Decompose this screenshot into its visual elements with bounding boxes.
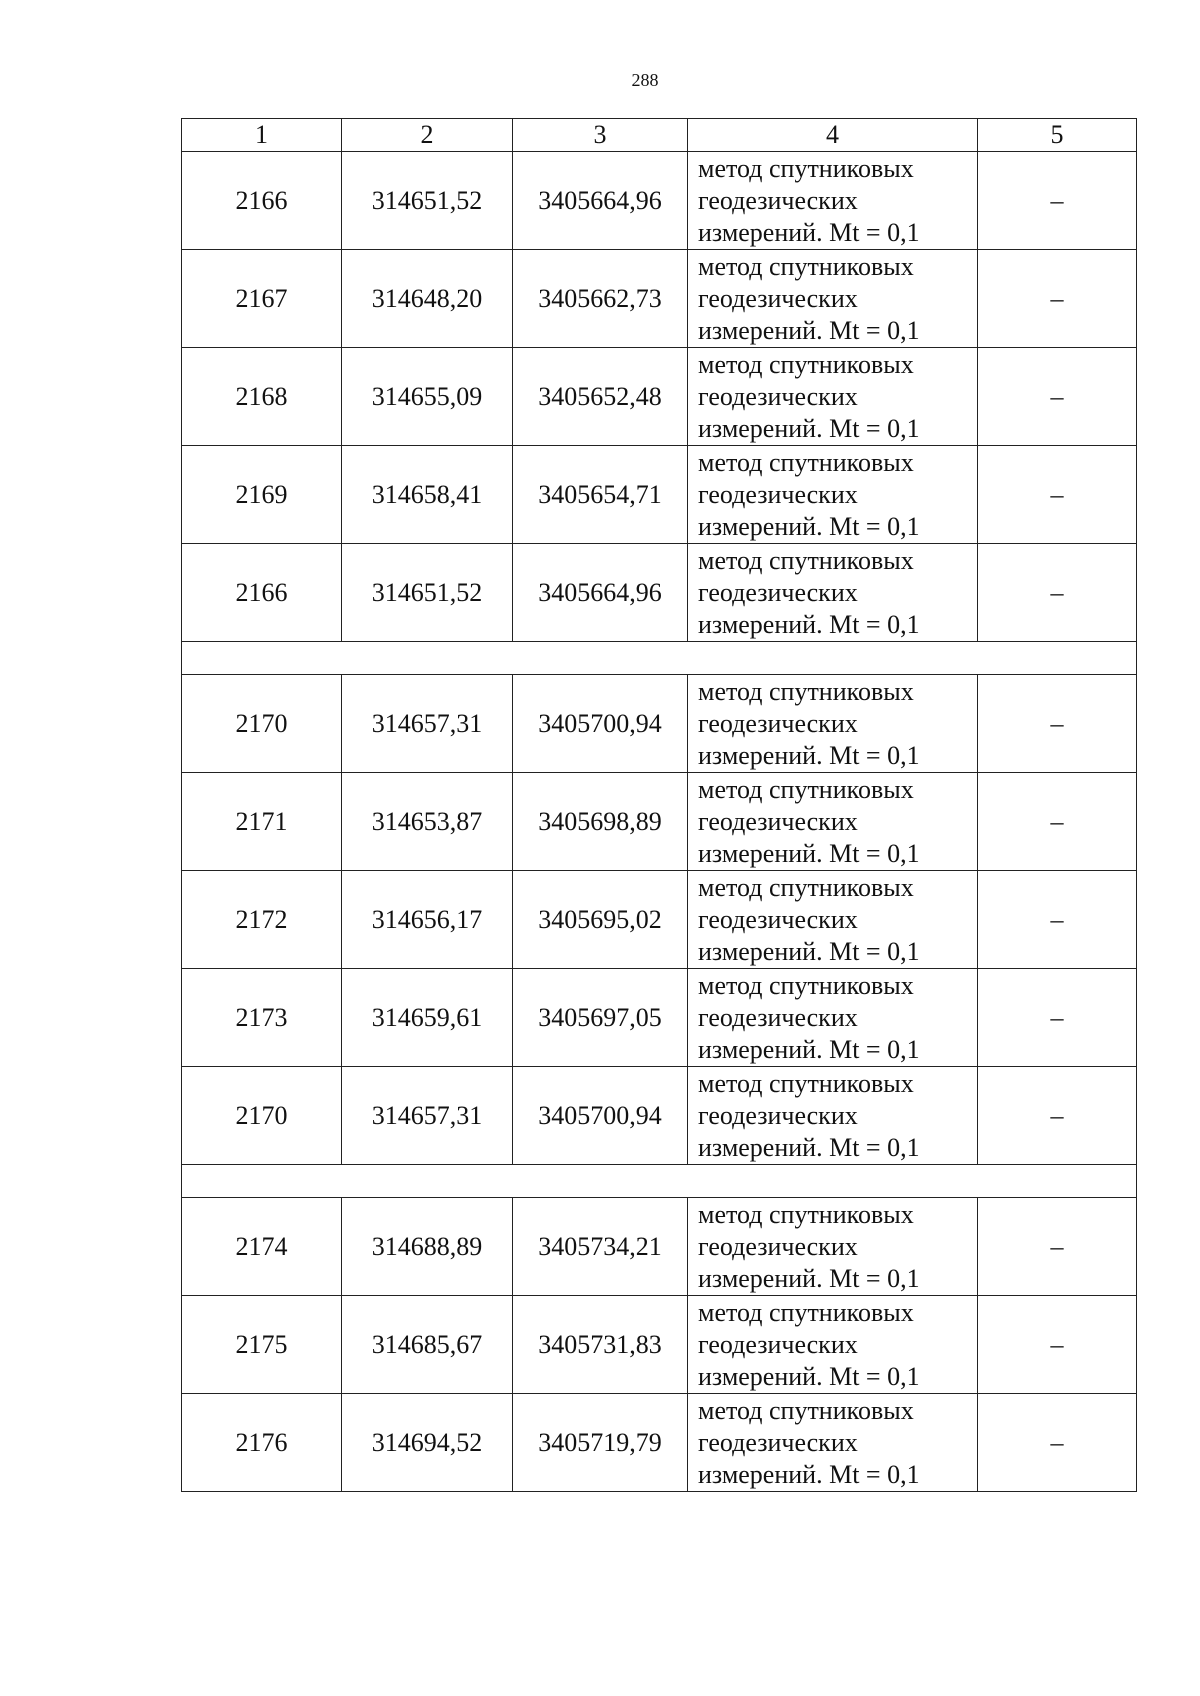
point-number-cell: 2175 <box>182 1296 342 1394</box>
method-line: метод спутниковых <box>698 545 914 575</box>
y-coordinate-cell: 3405654,71 <box>513 446 688 544</box>
point-number-cell: 2173 <box>182 969 342 1067</box>
description-cell: – <box>978 1198 1137 1296</box>
method-cell <box>688 969 978 1067</box>
x-coordinate-cell: 314657,31 <box>342 675 513 773</box>
method-line: геодезических <box>698 1231 858 1261</box>
method-line: измерений. Mt = 0,1 <box>698 609 920 639</box>
method-line: измерений. Mt = 0,1 <box>698 1132 920 1162</box>
y-coordinate-cell: 3405719,79 <box>513 1394 688 1492</box>
x-coordinate-cell: 314651,52 <box>342 152 513 250</box>
table-row <box>182 1067 1137 1165</box>
description-cell: – <box>978 446 1137 544</box>
method-cell <box>688 152 978 250</box>
method-line: геодезических <box>698 1002 858 1032</box>
y-coordinate-cell: 3405652,48 <box>513 348 688 446</box>
method-line: геодезических <box>698 479 858 509</box>
x-coordinate-cell: 314659,61 <box>342 969 513 1067</box>
method-cell <box>688 544 978 642</box>
table-row <box>182 544 1137 642</box>
method-line: метод спутниковых <box>698 872 914 902</box>
method-line: измерений. Mt = 0,1 <box>698 1459 920 1489</box>
page-number: 288 <box>631 70 659 90</box>
y-coordinate-cell: 3405662,73 <box>513 250 688 348</box>
y-coordinate-cell: 3405698,89 <box>513 773 688 871</box>
method-line: геодезических <box>698 1329 858 1359</box>
y-coordinate-cell: 3405731,83 <box>513 1296 688 1394</box>
table-row <box>182 152 1137 250</box>
method-line: геодезических <box>698 904 858 934</box>
header-col-1: 1 <box>182 119 342 152</box>
point-number-cell: 2167 <box>182 250 342 348</box>
y-coordinate-cell: 3405700,94 <box>513 675 688 773</box>
table-row <box>182 1394 1137 1492</box>
method-cell <box>688 1394 978 1492</box>
table-row <box>182 446 1137 544</box>
method-line: геодезических <box>698 185 858 215</box>
method-cell <box>688 1296 978 1394</box>
table-row <box>182 1198 1137 1296</box>
method-line: измерений. Mt = 0,1 <box>698 413 920 443</box>
x-coordinate-cell: 314658,41 <box>342 446 513 544</box>
method-cell <box>688 1067 978 1165</box>
method-cell <box>688 675 978 773</box>
header-col-2: 2 <box>342 119 513 152</box>
method-line: измерений. Mt = 0,1 <box>698 838 920 868</box>
header-col-3: 3 <box>513 119 688 152</box>
coordinates-table <box>181 118 1137 1492</box>
method-line: метод спутниковых <box>698 774 914 804</box>
point-number-cell: 2170 <box>182 1067 342 1165</box>
method-cell <box>688 773 978 871</box>
point-number-cell: 2174 <box>182 1198 342 1296</box>
point-number-cell: 2166 <box>182 152 342 250</box>
method-line: метод спутниковых <box>698 970 914 1000</box>
point-number-cell: 2172 <box>182 871 342 969</box>
description-cell: – <box>978 871 1137 969</box>
method-line: метод спутниковых <box>698 1068 914 1098</box>
table-row <box>182 1296 1137 1394</box>
separator-cell <box>182 642 1137 675</box>
y-coordinate-cell: 3405700,94 <box>513 1067 688 1165</box>
coordinates-table-body <box>182 119 1137 1492</box>
method-line: метод спутниковых <box>698 1297 914 1327</box>
method-line: геодезических <box>698 381 858 411</box>
x-coordinate-cell: 314653,87 <box>342 773 513 871</box>
description-cell: – <box>978 773 1137 871</box>
y-coordinate-cell: 3405697,05 <box>513 969 688 1067</box>
method-line: измерений. Mt = 0,1 <box>698 511 920 541</box>
y-coordinate-cell: 3405664,96 <box>513 152 688 250</box>
method-line: измерений. Mt = 0,1 <box>698 740 920 770</box>
y-coordinate-cell: 3405664,96 <box>513 544 688 642</box>
method-line: геодезических <box>698 1427 858 1457</box>
method-cell <box>688 871 978 969</box>
table-row <box>182 250 1137 348</box>
description-cell: – <box>978 675 1137 773</box>
description-cell: – <box>978 969 1137 1067</box>
point-number-cell: 2168 <box>182 348 342 446</box>
table-row <box>182 348 1137 446</box>
x-coordinate-cell: 314688,89 <box>342 1198 513 1296</box>
point-number-cell: 2171 <box>182 773 342 871</box>
x-coordinate-cell: 314651,52 <box>342 544 513 642</box>
x-coordinate-cell: 314648,20 <box>342 250 513 348</box>
table-row <box>182 871 1137 969</box>
separator-row <box>182 1165 1137 1198</box>
header-col-4: 4 <box>688 119 978 152</box>
method-line: геодезических <box>698 577 858 607</box>
description-cell: – <box>978 1296 1137 1394</box>
separator-row <box>182 642 1137 675</box>
method-line: измерений. Mt = 0,1 <box>698 1361 920 1391</box>
method-line: метод спутниковых <box>698 676 914 706</box>
y-coordinate-cell: 3405734,21 <box>513 1198 688 1296</box>
method-line: геодезических <box>698 283 858 313</box>
table-row <box>182 969 1137 1067</box>
method-cell <box>688 250 978 348</box>
point-number-cell: 2176 <box>182 1394 342 1492</box>
method-line: метод спутниковых <box>698 447 914 477</box>
method-line: метод спутниковых <box>698 1199 914 1229</box>
description-cell: – <box>978 250 1137 348</box>
method-line: геодезических <box>698 1100 858 1130</box>
x-coordinate-cell: 314657,31 <box>342 1067 513 1165</box>
table-row <box>182 773 1137 871</box>
method-line: измерений. Mt = 0,1 <box>698 315 920 345</box>
x-coordinate-cell: 314685,67 <box>342 1296 513 1394</box>
method-line: измерений. Mt = 0,1 <box>698 217 920 247</box>
point-number-cell: 2169 <box>182 446 342 544</box>
description-cell: – <box>978 544 1137 642</box>
method-line: метод спутниковых <box>698 153 914 183</box>
point-number-cell: 2170 <box>182 675 342 773</box>
x-coordinate-cell: 314655,09 <box>342 348 513 446</box>
method-line: измерений. Mt = 0,1 <box>698 1263 920 1293</box>
y-coordinate-cell: 3405695,02 <box>513 871 688 969</box>
description-cell: – <box>978 1067 1137 1165</box>
description-cell: – <box>978 348 1137 446</box>
separator-cell <box>182 1165 1137 1198</box>
method-line: геодезических <box>698 806 858 836</box>
method-cell <box>688 446 978 544</box>
point-number-cell: 2166 <box>182 544 342 642</box>
table-row <box>182 675 1137 773</box>
header-row <box>182 119 1137 152</box>
method-line: метод спутниковых <box>698 251 914 281</box>
method-line: измерений. Mt = 0,1 <box>698 936 920 966</box>
method-line: геодезических <box>698 708 858 738</box>
method-cell <box>688 1198 978 1296</box>
header-col-5: 5 <box>978 119 1137 152</box>
method-line: метод спутниковых <box>698 349 914 379</box>
method-line: метод спутниковых <box>698 1395 914 1425</box>
description-cell: – <box>978 1394 1137 1492</box>
method-cell <box>688 348 978 446</box>
description-cell: – <box>978 152 1137 250</box>
x-coordinate-cell: 314656,17 <box>342 871 513 969</box>
method-line: измерений. Mt = 0,1 <box>698 1034 920 1064</box>
x-coordinate-cell: 314694,52 <box>342 1394 513 1492</box>
